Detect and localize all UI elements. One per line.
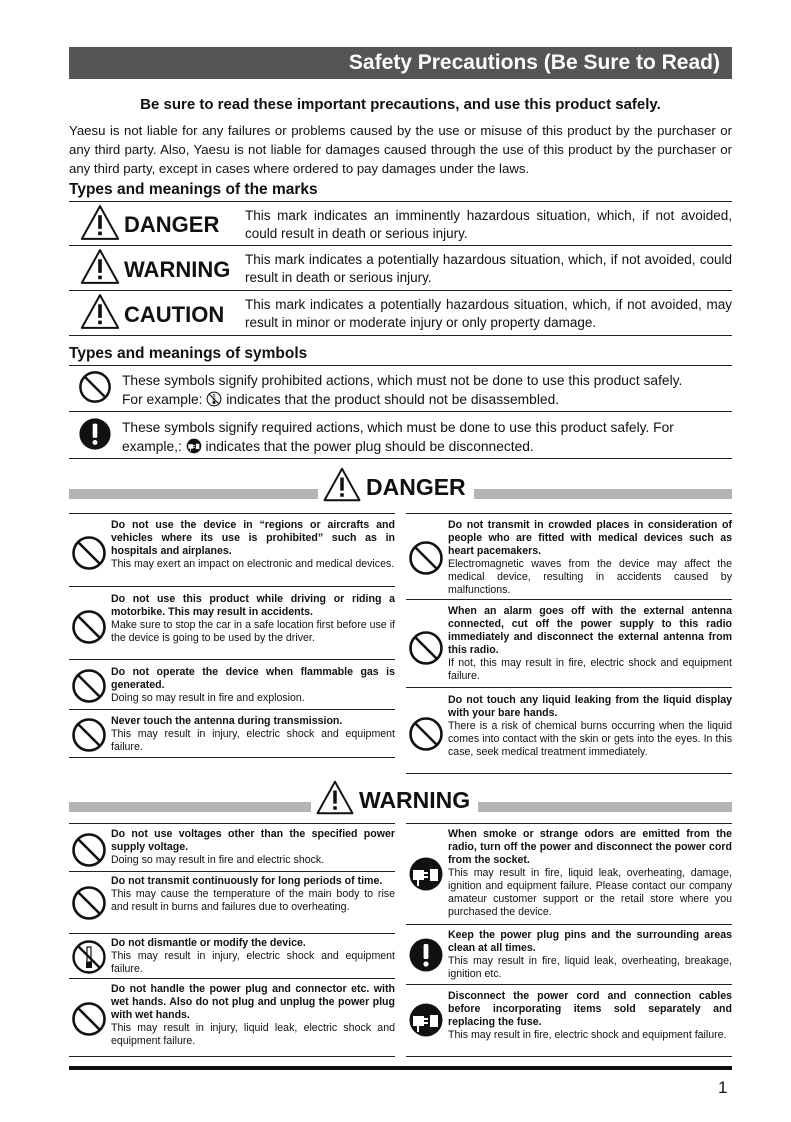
- list-item: [69, 871, 395, 934]
- divider: [69, 365, 732, 366]
- item-text: Doing so may result in fire and explosion.: [111, 692, 305, 704]
- list-item: [69, 709, 395, 758]
- item-title: Do not handle the power plug and connector etc. with wet hands. Also do not plug and unplug the power plug with wet hands.: [111, 983, 395, 1021]
- warning-triangle-icon: [322, 467, 362, 502]
- mark-name-warning: WARNING: [124, 257, 231, 282]
- mark-desc-danger: This mark indicates an imminently hazardous situation, which, if not avoided, could result in death or serious injury.: [245, 208, 732, 241]
- item-text: This may result in injury, electric shock and equipment failure.: [111, 950, 395, 975]
- prohibited-icon: [71, 832, 107, 868]
- list-item: [406, 924, 732, 985]
- item-title: When an alarm goes off with the external antenna connected, cut off the power supply to this radio immediately and disconnect the external antenna from this radio.: [448, 605, 732, 656]
- list-item: [69, 933, 395, 979]
- danger-right-column: [406, 513, 732, 775]
- required-action-icon: [78, 417, 112, 451]
- warning-triangle-icon: [80, 248, 120, 285]
- mark-desc-caution: This mark indicates a potentially hazardous situation, which, if not avoided, may result in minor or moderate injury or only property damage.: [245, 297, 732, 330]
- divider: [69, 201, 732, 202]
- prohibited-desc-line1: These symbols signify prohibited actions, which must not be done to use this product safely.: [122, 373, 683, 388]
- required-example-text: indicates that the power plug should be disconnected.: [205, 439, 534, 454]
- intro-paragraph: Yaesu is not liable for any failures or problems caused by the use or misuse of this product by the purchaser or any third party. Also, Yaesu is not liable for damages caused through the use of this product by the purchaser or any third party, except in cases where ordered to pay damages under the laws.: [69, 123, 732, 176]
- prohibited-icon: [78, 370, 112, 404]
- list-item: [69, 513, 395, 587]
- item-text: This may result in injury, liquid leak, electric shock and equipment failure.: [111, 1022, 395, 1047]
- required-action-icon: [408, 937, 444, 973]
- unplug-icon: [186, 438, 202, 454]
- list-item: [406, 513, 732, 600]
- item-title: Keep the power plug pins and the surrounding areas clean at all times.: [448, 929, 732, 954]
- prohibited-example-label: For example:: [122, 392, 203, 407]
- prohibited-icon: [408, 540, 444, 576]
- item-title: Never touch the antenna during transmission.: [111, 715, 343, 727]
- list-item: [69, 823, 395, 872]
- item-text: This may cause the temperature of the main body to rise and result in burns and failures due to overheating.: [111, 888, 395, 913]
- mark-name-caution: CAUTION: [124, 302, 225, 327]
- item-title: Do not use voltages other than the specified power supply voltage.: [111, 828, 395, 853]
- warning-heading: [311, 780, 478, 815]
- footer-rule: [69, 1066, 732, 1070]
- page-number: 1: [718, 1078, 728, 1097]
- prohibited-icon: [71, 885, 107, 921]
- page-title: Safety Precautions (Be Sure to Read): [69, 47, 732, 79]
- item-title: Do not transmit in crowded places in consideration of people who are fitted with medical devices such as heart pacemakers.: [448, 519, 732, 557]
- item-text: This may result in fire, electric shock and equipment failure.: [448, 1029, 727, 1041]
- item-title: Do not operate the device when flammable gas is generated.: [111, 666, 395, 691]
- symbols-heading: Types and meanings of symbols: [69, 345, 308, 362]
- list-item: [406, 823, 732, 925]
- unplug-icon: [408, 1002, 444, 1038]
- item-text: This may result in fire, liquid leak, overheating, breakage, ignition etc.: [448, 955, 732, 980]
- mark-desc-warning: This mark indicates a potentially hazardous situation, which, if not avoided, could result in death or serious injury.: [245, 252, 732, 285]
- prohibited-example-text: indicates that the product should not be disassembled.: [226, 392, 560, 407]
- dismantle-prohibited-icon: [71, 939, 107, 975]
- list-item: [406, 687, 732, 774]
- warning-triangle-icon: [80, 204, 120, 241]
- dismantle-prohibited-icon: [206, 391, 222, 407]
- item-text: This may result in fire, liquid leak, overheating, damage, ignition and equipment failure. Please contact our company amateur customer support or the retail store where you purchased the device.: [448, 867, 732, 918]
- warning-title: WARNING: [355, 787, 476, 814]
- prohibited-icon: [71, 668, 107, 704]
- prohibited-symbol-desc: [122, 371, 732, 409]
- list-item: [406, 599, 732, 688]
- required-desc-line1: These symbols signify required actions, which must be done to use this product safely. For: [122, 420, 674, 435]
- mark-name-danger: DANGER: [124, 212, 220, 237]
- item-text: This may result in injury, electric shock and equipment failure.: [111, 728, 395, 753]
- item-text: This may exert an impact on electronic and medical devices.: [111, 558, 395, 570]
- required-example-label: example,:: [122, 439, 182, 454]
- divider: [69, 245, 732, 246]
- danger-title: DANGER: [362, 474, 472, 501]
- item-text: If not, this may result in fire, electric shock and equipment failure.: [448, 657, 732, 682]
- prohibited-icon: [71, 535, 107, 571]
- item-text: There is a risk of chemical burns occurring when the liquid comes into contact with the skin or gets into the eyes. In this case, seek medical treatment immediately.: [448, 720, 732, 758]
- divider: [69, 411, 732, 412]
- prohibited-icon: [71, 1001, 107, 1037]
- subtitle: Be sure to read these important precautions, and use this product safely.: [140, 96, 661, 113]
- item-title: Disconnect the power cord and connection cables before incorporating items sold separately and replacing the fuse.: [448, 990, 732, 1028]
- item-title: When smoke or strange odors are emitted from the radio, turn off the power and disconnect the power cord from the socket.: [448, 828, 732, 866]
- divider: [69, 335, 732, 336]
- list-item: [69, 978, 395, 1057]
- required-symbol-desc: [122, 418, 732, 456]
- item-title: Do not dismantle or modify the device.: [111, 937, 306, 949]
- divider: [69, 458, 732, 459]
- prohibited-icon: [71, 717, 107, 753]
- list-item: [406, 984, 732, 1057]
- marks-heading: Types and meanings of the marks: [69, 181, 318, 198]
- warning-right-column: [406, 823, 732, 1055]
- warning-left-column: [69, 823, 395, 1055]
- prohibited-icon: [71, 609, 107, 645]
- prohibited-icon: [408, 630, 444, 666]
- danger-heading: [318, 467, 474, 502]
- prohibited-desc-line2: [122, 390, 732, 409]
- divider: [69, 290, 732, 291]
- item-title: Do not touch any liquid leaking from the liquid display with your bare hands.: [448, 694, 732, 719]
- list-item: [69, 659, 395, 710]
- required-desc-line2: [122, 437, 732, 456]
- warning-triangle-icon: [80, 293, 120, 330]
- item-text: Make sure to stop the car in a safe location first before use if the device is going to be used by the driver.: [111, 619, 395, 644]
- danger-left-column: [69, 513, 395, 775]
- item-title: Do not transmit continuously for long periods of time.: [111, 875, 383, 887]
- unplug-icon: [408, 856, 444, 892]
- item-text: Doing so may result in fire and electric shock.: [111, 854, 325, 866]
- warning-triangle-icon: [315, 780, 355, 815]
- item-title: Do not use the device in “regions or aircrafts and vehicles where its use is prohibited” such as in hospitals and airplanes.: [111, 519, 395, 557]
- item-text: Electromagnetic waves from the device may affect the medical device, resulting in accidents caused by malfunctions.: [448, 558, 732, 596]
- list-item: [69, 586, 395, 660]
- item-title: Do not use this product while driving or riding a motorbike. This may result in accidents.: [111, 593, 395, 618]
- prohibited-icon: [408, 716, 444, 752]
